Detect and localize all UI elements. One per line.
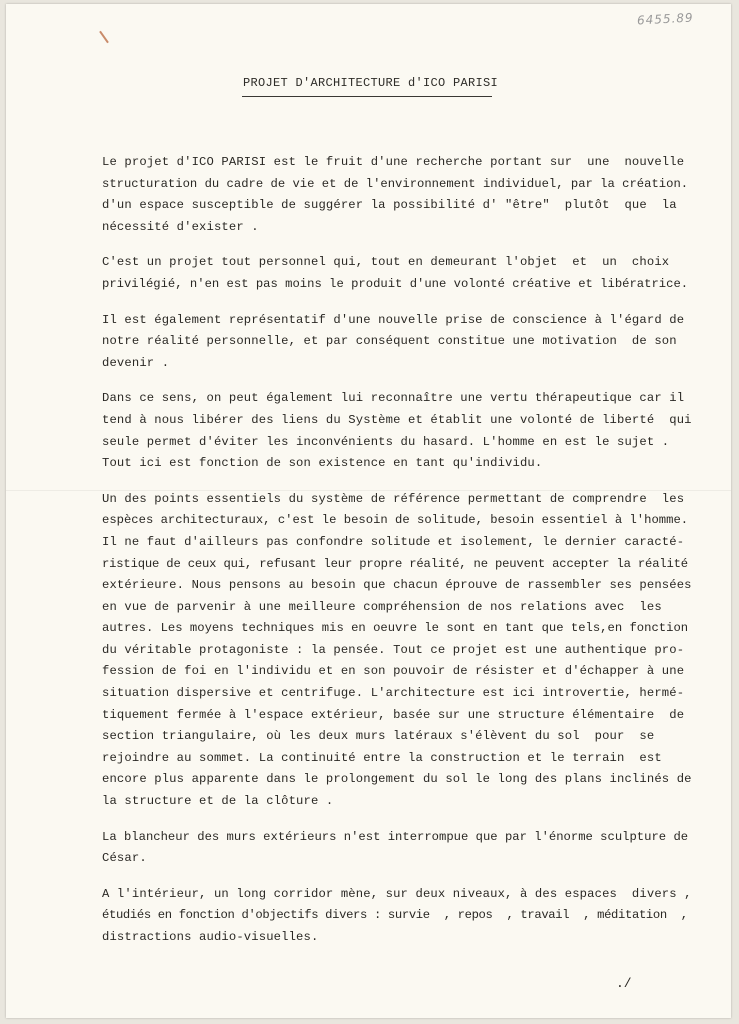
- paragraph: [102, 827, 692, 870]
- text-line: La blancheur des murs extérieurs n'est interrompue que par l'énorme sculpture de: [102, 829, 689, 844]
- continuation-mark: ./: [616, 976, 632, 991]
- text-line: distractions audio-visuelles.: [102, 930, 319, 944]
- text-line: espèces architecturaux, c'est le besoin de solitude, besoin essentiel à l'homme.: [102, 513, 689, 528]
- text-line: encore plus apparente dans le prolongement du sol le long des plans inclinés de: [102, 772, 692, 787]
- archive-reference: 6455.89: [636, 10, 694, 28]
- text-line: Il ne faut d'ailleurs pas confondre solitude et isolement, le dernier caracté-: [102, 534, 685, 549]
- text-line: extérieure. Nous pensons au besoin que chacun éprouve de rassembler ses pensées: [102, 578, 692, 593]
- paragraph: [102, 884, 692, 949]
- text-line: rejoindre au sommet. La continuité entre la construction et le terrain est: [102, 750, 662, 765]
- text-line: la structure et de la clôture .: [102, 794, 334, 809]
- text-line: Un des points essentiels du système de référence permettant de comprendre les: [102, 491, 685, 506]
- text-line: situation dispersive et centrifuge. L'architecture est ici introvertie, hermé-: [102, 686, 685, 701]
- text-line: tend à nous libérer des liens du Système et établit une volonté de liberté qui: [102, 412, 692, 427]
- text-line: section triangulaire, où les deux murs latéraux s'élèvent du sol pour se: [102, 729, 655, 744]
- text-line: tiquement fermée à l'espace extérieur, basée sur une structure élémentaire de: [102, 707, 685, 722]
- text-line: Le projet d'ICO PARISI est le fruit d'une recherche portant sur une nouvelle: [102, 155, 685, 169]
- document-title: PROJET D'ARCHITECTURE d'ICO PARISI: [243, 76, 499, 90]
- pencil-mark: [99, 31, 109, 44]
- text-line: étudiés en fonction d'objectifs divers : survie , repos , travail , méditation ,: [102, 908, 688, 923]
- text-line: Tout ici est fonction de son existence en tant qu'individu.: [102, 456, 543, 471]
- text-line: du véritable protagoniste : la pensée. Tout ce projet est une authentique pro-: [102, 642, 685, 657]
- paragraph: [102, 152, 692, 238]
- text-line: autres. Les moyens techniques mis en oeuvre le sont en tant que tels,en fonction: [102, 621, 689, 636]
- text-line: notre réalité personnelle, et par conséquent constitue une motivation de son: [102, 334, 677, 349]
- text-line: privilégié, n'en est pas moins le produit d'une volonté créative et libératrice.: [102, 276, 689, 291]
- text-line: d'un espace susceptible de suggérer la possibilité d' "être" plutôt que la: [102, 198, 677, 213]
- text-line: Il est également représentatif d'une nouvelle prise de conscience à l'égard de: [102, 312, 685, 327]
- document-page: [6, 4, 731, 1018]
- text-line: seule permet d'éviter les inconvénients du hasard. L'homme en est le sujet .: [102, 434, 670, 449]
- text-line: Dans ce sens, on peut également lui reconnaître une vertu thérapeutique car il: [102, 391, 685, 406]
- paragraph: [102, 252, 692, 295]
- text-line: César.: [102, 851, 147, 866]
- text-line: nécessité d'exister .: [102, 219, 259, 234]
- text-line: fession de foi en l'individu et en son pouvoir de résister et d'échapper à une: [102, 664, 685, 679]
- text-line: ristique de ceux qui, refusant leur propre réalité, ne peuvent accepter la réalité: [102, 556, 688, 571]
- document-body: [102, 152, 692, 963]
- text-line: C'est un projet tout personnel qui, tout en demeurant l'objet et un choix: [102, 255, 670, 270]
- paragraph: [102, 388, 692, 474]
- paragraph: [102, 310, 692, 375]
- text-line: structuration du cadre de vie et de l'environnement individuel, par la création.: [102, 176, 689, 191]
- text-line: A l'intérieur, un long corridor mène, sur deux niveaux, à des espaces divers ,: [102, 886, 692, 901]
- text-line: devenir .: [102, 355, 170, 370]
- title-underline: [242, 96, 492, 97]
- paragraph: [102, 489, 692, 813]
- text-line: en vue de parvenir à une meilleure compréhension de nos relations avec les: [102, 599, 662, 614]
